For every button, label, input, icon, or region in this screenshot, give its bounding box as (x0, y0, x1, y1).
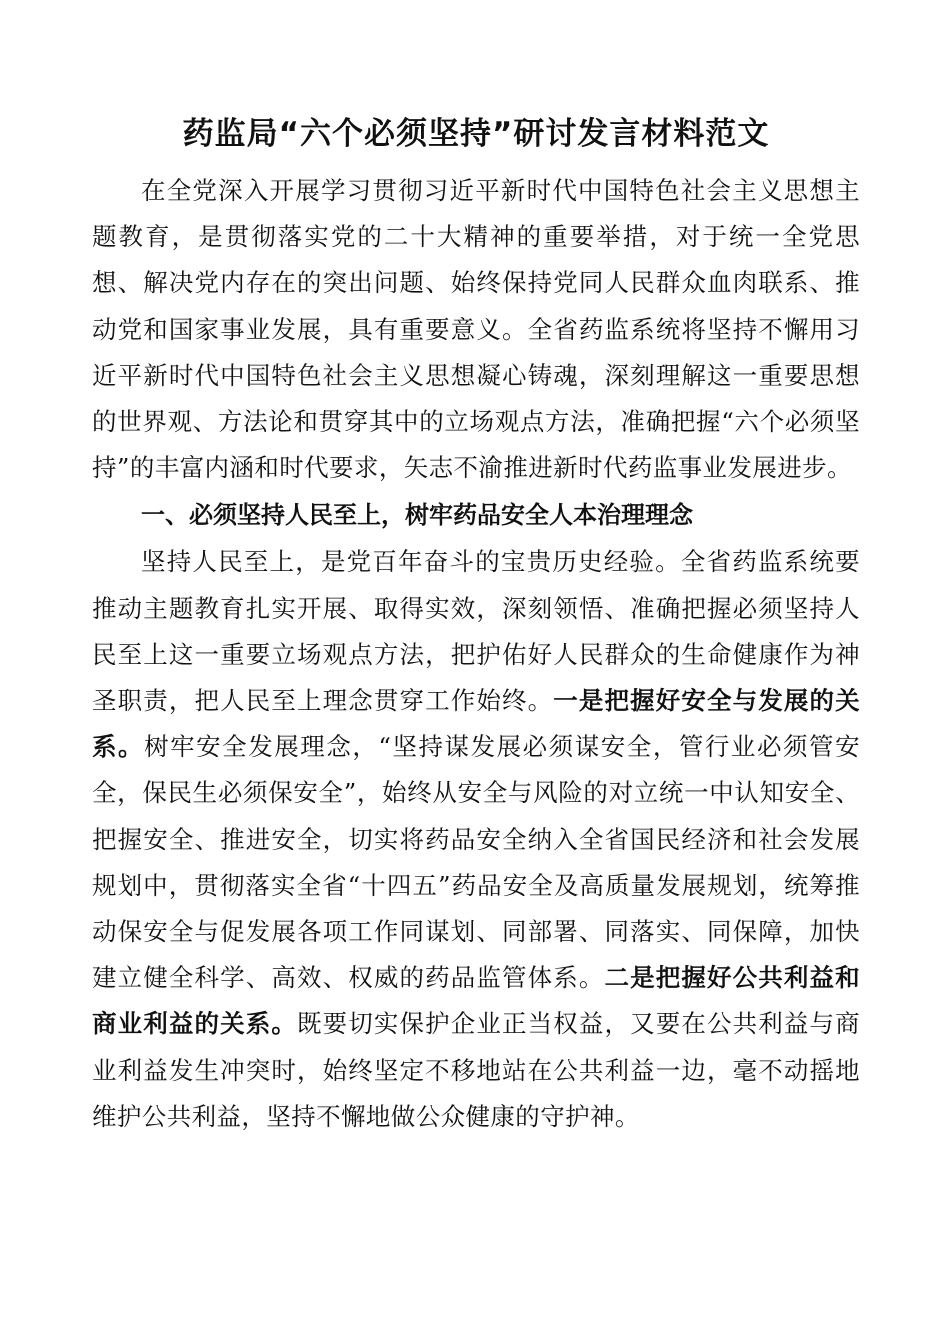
section-text-b: 树牢安全发展理念，“坚持谋发展必须谋安全，管行业必须管安全，保民生必须保安全”，始终从安全与风险的对立统一中认知安全、把握安全、推进安全，切实将药品安全纳入全省国民经济和社会发展规划中，贯彻落实全省“十四五”药品安全及高质量发展规划，统筹推动保安全与促发展各项工作同谋划、同部署、同落实、同保障，加快建立健全科学、高效、权威的药品监管体系。 (92, 732, 860, 993)
section-text-c: 既要切实保护企业正当权益，又要在公共利益与商业利益发生冲突时，始终坚定不移地站在公共利益一边，毫不动摇地维护公共利益，坚持不懈地做公众健康的守护神。 (92, 1009, 860, 1131)
document-page (92, 112, 860, 1140)
section-paragraph (92, 539, 860, 1140)
emphasis-point-1: 一是把握好安全与发展的关系。 (92, 686, 860, 762)
document-title: 药监局“六个必须坚持”研讨发言材料范文 (182, 116, 770, 152)
section-heading: 一、必须坚持人民至上，树牢药品安全人本治理理念 (141, 501, 693, 530)
intro-paragraph: 在全党深入开展学习贯彻习近平新时代中国特色社会主义思想主题教育，是贯彻落实党的二十大精神的重要举措，对于统一全党思想、解决党内存在的突出问题、始终保持党同人民群众血肉联系、推动党和国家事业发展，具有重要意义。全省药监系统将坚持不懈用习近平新时代中国特色社会主义思想凝心铸魂，深刻理解这一重要思想的世界观、方法论和贯穿其中的立场观点方法，准确把握“六个必须坚持”的丰富内涵和时代要求，矢志不渝推进新时代药监事业发展进步。 (92, 176, 860, 483)
emphasis-point-2: 二是把握好公共利益和商业利益的关系。 (92, 963, 861, 1039)
section-text-a: 坚持人民至上，是党百年奋斗的宝贵历史经验。全省药监系统要推动主题教育扎实开展、取得实效，深刻领悟、准确把握必须坚持人民至上这一重要立场观点方法，把护佑好人民群众的生命健康作为神圣职责，把人民至上理念贯穿工作始终。 (92, 547, 860, 716)
